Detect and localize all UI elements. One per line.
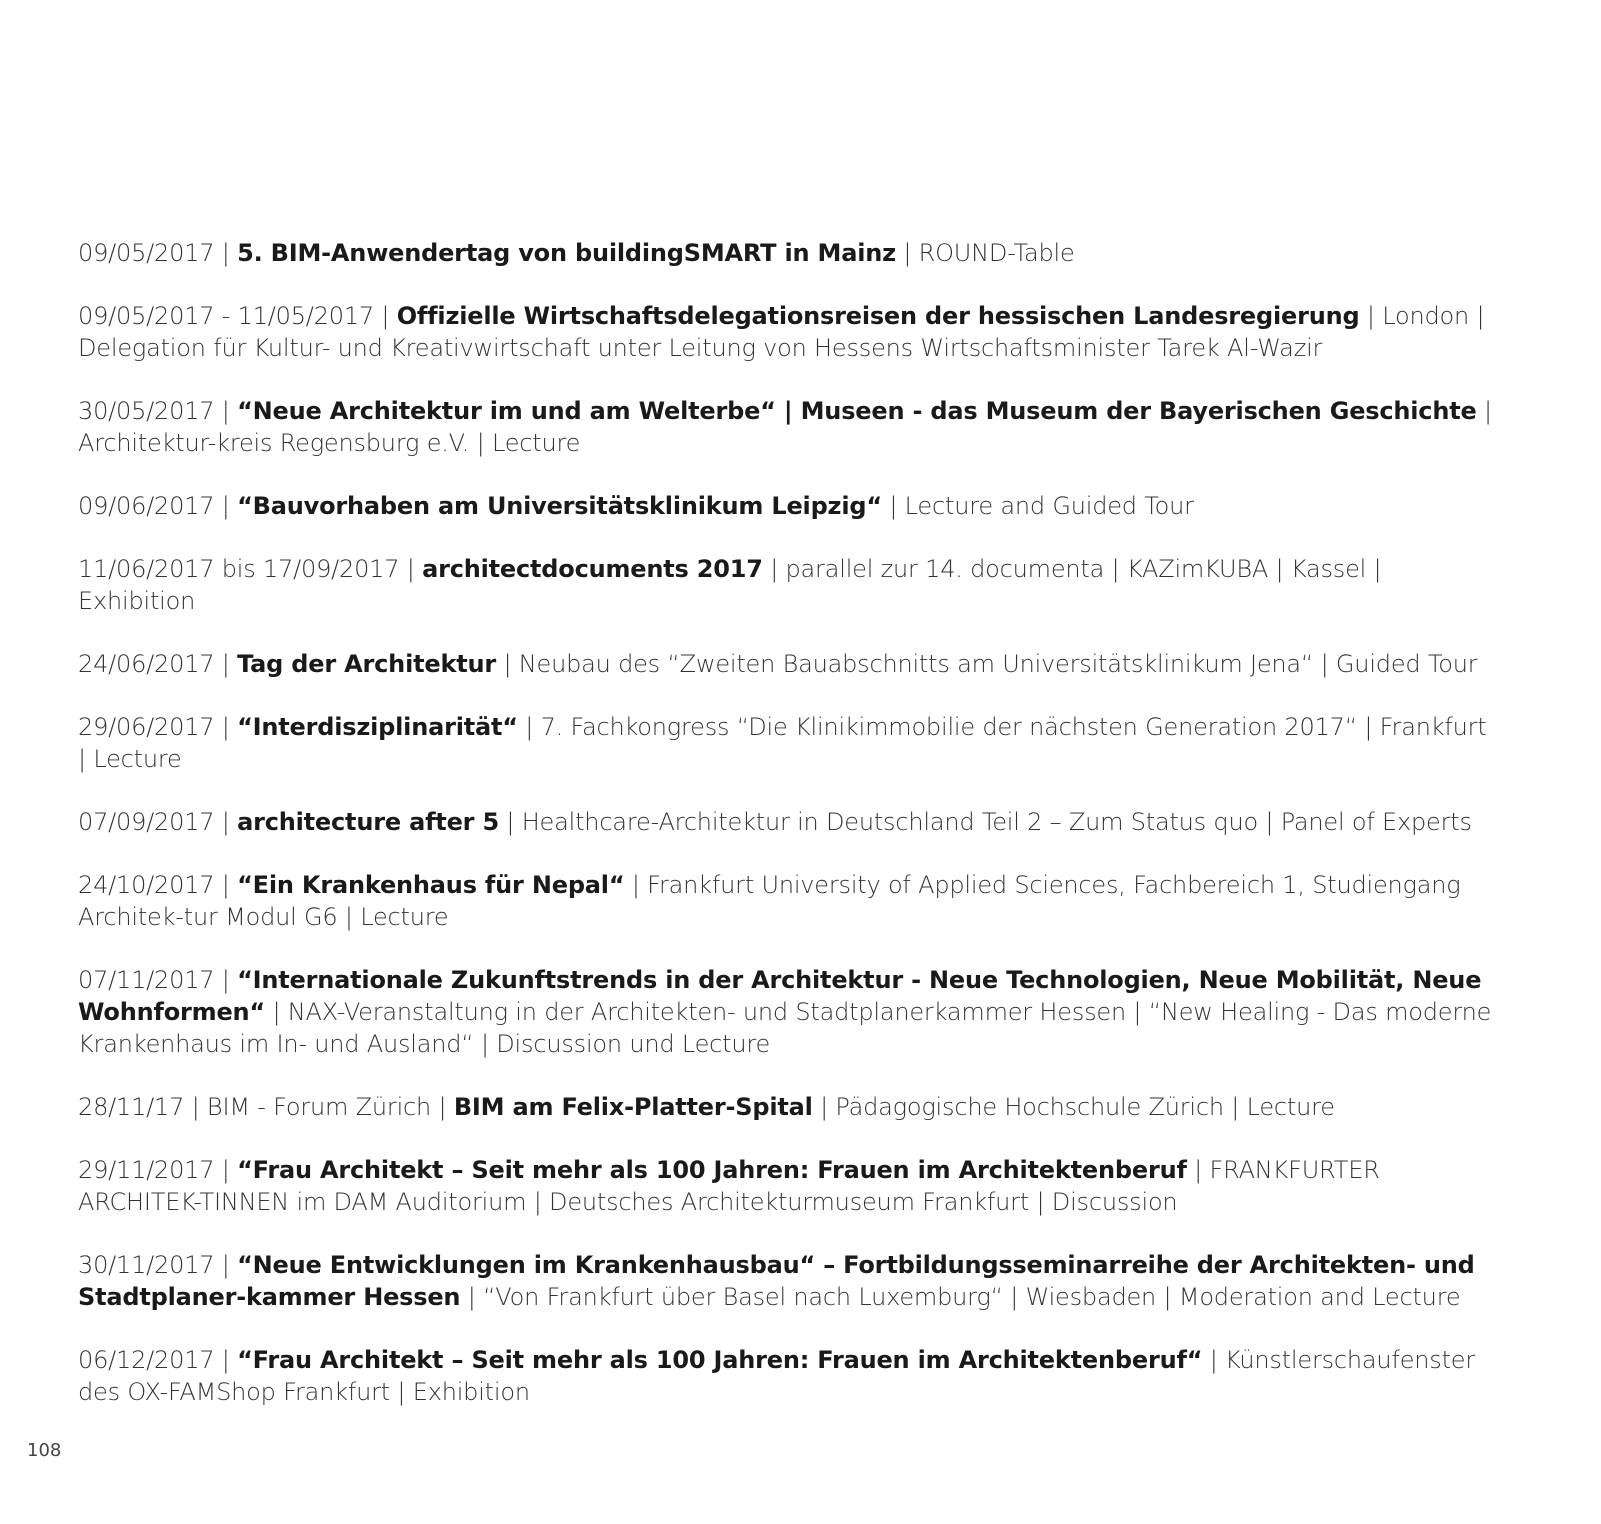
event-detail: | Healthcare-Architektur in Deutschland Teil 2 – Zum Status quo | Panel of Experts	[506, 808, 1472, 836]
event-entry	[78, 1154, 1498, 1218]
page-number: 108	[27, 1440, 62, 1461]
event-detail: | Architektur-kreis Regensburg e.V. | Lecture	[78, 397, 1492, 457]
event-title: 5. BIM-Anwendertag von buildingSMART in Mainz	[237, 239, 896, 267]
event-detail: | 7. Fachkongress “Die Klinikimmobilie der nächsten Generation 2017“ | Frankfurt | Lecture	[78, 713, 1487, 773]
event-detail: | Neubau des “Zweiten Bauabschnitts am Universitätsklinikum Jena“ | Guided Tour	[503, 650, 1478, 678]
event-detail: | Lecture and Guided Tour	[889, 492, 1194, 520]
event-detail: | Frankfurt University of Applied Sciences, Fachbereich 1, Studiengang Architek-tur Modul G6 | Lecture	[78, 871, 1461, 931]
event-date: 07/09/2017 |	[78, 808, 230, 836]
event-date: 24/06/2017 |	[78, 650, 230, 678]
event-entry	[78, 237, 1498, 269]
event-date: 09/05/2017 |	[78, 239, 230, 267]
event-date: 30/11/2017 |	[78, 1251, 230, 1279]
event-date: 30/05/2017 |	[78, 397, 230, 425]
event-detail: | ROUND-Table	[903, 239, 1075, 267]
event-list	[78, 237, 1498, 1439]
event-date: 09/05/2017 - 11/05/2017 |	[78, 302, 390, 330]
event-entry	[78, 964, 1498, 1060]
event-entry	[78, 1091, 1498, 1123]
event-detail: | parallel zur 14. documenta | KAZimKUBA | Kassel | Exhibition	[78, 555, 1382, 615]
event-entry	[78, 300, 1498, 364]
event-date: 29/06/2017 |	[78, 713, 230, 741]
event-title: “Interdisziplinarität“	[237, 713, 518, 741]
event-title: “Neue Entwicklungen im Krankenhausbau“ – Fortbildungsseminarreihe der Architekten- und Stadtplaner-kammer Hessen	[78, 1251, 1475, 1311]
event-date: 24/10/2017 |	[78, 871, 230, 899]
event-detail: | FRANKFURTER ARCHITEK-TINNEN im DAM Auditorium | Deutsches Architekturmuseum Frankfurt | Discussion	[78, 1156, 1380, 1216]
event-date: 09/06/2017 |	[78, 492, 230, 520]
event-title: “Frau Architekt – Seit mehr als 100 Jahren: Frauen im Architektenberuf“	[237, 1346, 1203, 1374]
event-title: Offizielle Wirtschaftsdelegationsreisen der hessischen Landesregierung	[396, 302, 1360, 330]
event-title: “Neue Architektur im und am Welterbe“ | Museen - das Museum der Bayerischen Geschichte	[237, 397, 1477, 425]
event-entry	[78, 1344, 1498, 1408]
event-detail: | Künstlerschaufenster des OX-FAMShop Frankfurt | Exhibition	[78, 1346, 1476, 1406]
event-detail: | “Von Frankfurt über Basel nach Luxemburg“ | Wiesbaden | Moderation and Lecture	[467, 1283, 1461, 1311]
event-entry	[78, 395, 1498, 459]
event-title: “Frau Architekt – Seit mehr als 100 Jahren: Frauen im Architektenberuf	[237, 1156, 1187, 1184]
event-date: 07/11/2017 |	[78, 966, 230, 994]
event-entry	[78, 711, 1498, 775]
event-title: “Bauvorhaben am Universitätsklinikum Leipzig“	[237, 492, 882, 520]
event-date: 28/11/17 | BIM - Forum Zürich |	[78, 1093, 447, 1121]
event-date: 11/06/2017 bis 17/09/2017 |	[78, 555, 415, 583]
event-detail: | NAX-Veranstaltung in der Architekten- und Stadtplanerkammer Hessen | “New Healing - Das moderne Krankenhaus im In- und Ausland“ | Discussion und Lecture	[78, 998, 1492, 1058]
event-detail: | London | Delegation für Kultur- und Kreativwirtschaft unter Leitung von Hessens Wirtschaftsminister Tarek Al-Wazir	[78, 302, 1485, 362]
event-entry	[78, 648, 1498, 680]
event-date: 29/11/2017 |	[78, 1156, 230, 1184]
event-title: Tag der Architektur	[237, 650, 497, 678]
event-entry	[78, 806, 1498, 838]
event-title: “Ein Krankenhaus für Nepal“	[237, 871, 625, 899]
event-entry	[78, 869, 1498, 933]
event-title: “Internationale Zukunftstrends in der Architektur - Neue Technologien, Neue Mobilität, Neue Wohnformen“	[78, 966, 1482, 1026]
event-title: architecture after 5	[237, 808, 499, 836]
event-title: architectdocuments 2017	[422, 555, 763, 583]
event-entry	[78, 1249, 1498, 1313]
event-entry	[78, 553, 1498, 617]
event-entry	[78, 490, 1498, 522]
event-date: 06/12/2017 |	[78, 1346, 230, 1374]
event-detail: | Pädagogische Hochschule Zürich | Lecture	[820, 1093, 1335, 1121]
event-title: BIM am Felix-Platter-Spital	[453, 1093, 813, 1121]
